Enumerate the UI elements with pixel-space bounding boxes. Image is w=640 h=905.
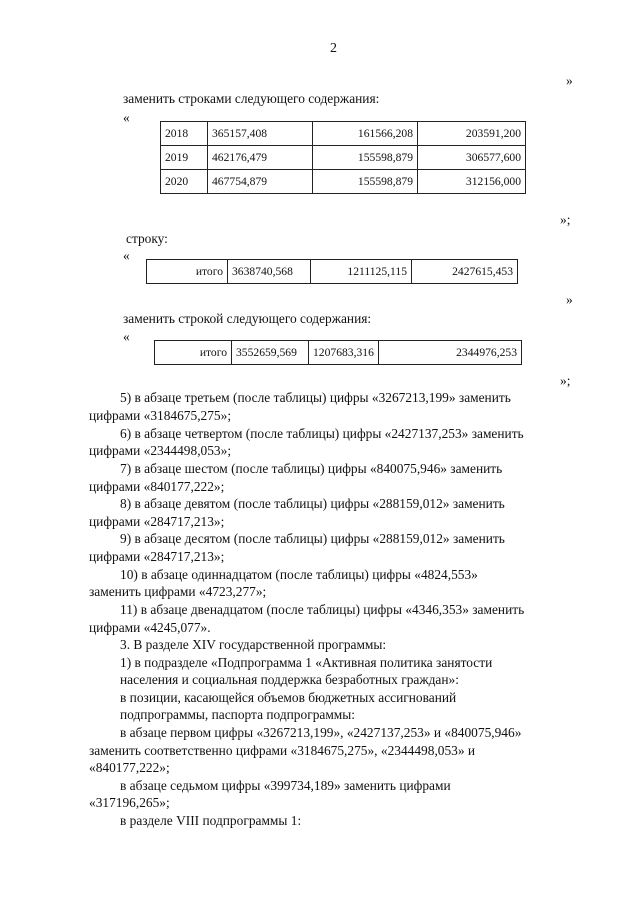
amendment-item-6-line2: цифрами «2344498,053»;: [89, 443, 232, 458]
amendment-item-7-line1: 7) в абзаце шестом (после таблицы) цифры «840075,946» заменить: [120, 461, 503, 476]
year-cell: 2020: [161, 170, 208, 194]
amendment-item-10-line1: 10) в абзаце одиннадцатом (после таблицы) цифры «4824,553»: [120, 567, 478, 582]
value-cell: 312156,000: [418, 170, 526, 194]
closing-quote: »;: [560, 373, 571, 388]
total-cell: 365157,408: [208, 122, 313, 146]
table-row: [147, 260, 518, 284]
section-viii-line: в разделе VIII подпрограммы 1:: [120, 813, 302, 828]
value-cell: 155598,879: [313, 170, 418, 194]
amendment-item-11-line2: цифрами «4245,077».: [89, 620, 211, 635]
amendment-item-7-line2: цифрами «840177,222»;: [89, 479, 225, 494]
first-paragraph-line3: «840177,222»;: [89, 760, 170, 775]
value-cell: 2427615,453: [412, 260, 518, 284]
amendment-item-11-line1: 11) в абзаце двенадцатом (после таблицы) цифры «4346,353» заменить: [120, 602, 525, 617]
table-row: [155, 341, 522, 365]
first-paragraph-line2: заменить соответственно цифрами «3184675,275», «2344498,053» и: [89, 743, 476, 758]
closing-quote: »;: [560, 212, 571, 227]
amendment-item-5-line1: 5) в абзаце третьем (после таблицы) цифры «3267213,199» заменить: [120, 390, 511, 405]
seventh-paragraph-line2: «317196,265»;: [89, 795, 170, 810]
position-line1: в позиции, касающейся объемов бюджетных ассигнований: [120, 690, 457, 705]
old-total-table: [146, 259, 518, 284]
value-cell: 203591,200: [418, 122, 526, 146]
table-row: [161, 170, 526, 194]
amendment-item-8-line2: цифрами «284717,213»;: [89, 514, 225, 529]
table-row: [161, 146, 526, 170]
page-number: 2: [330, 41, 337, 56]
total-cell: 467754,879: [208, 170, 313, 194]
replacement-rows-table: [160, 121, 526, 194]
seventh-paragraph-line1: в абзаце седьмом цифры «399734,189» заменить цифрами: [120, 778, 451, 793]
amendment-item-5-line2: цифрами «3184675,275»;: [89, 408, 232, 423]
position-line2: подпрограммы, паспорта подпрограммы:: [120, 707, 355, 722]
value-cell: 161566,208: [313, 122, 418, 146]
table-row: [161, 122, 526, 146]
value-cell: 1207683,316: [309, 341, 379, 365]
new-total-table: [154, 340, 522, 365]
value-cell: 1211125,115: [311, 260, 412, 284]
row-intro: строку:: [126, 231, 168, 246]
value-cell: 2344976,253: [378, 341, 521, 365]
section-heading: 3. В разделе XIV государственной программы:: [120, 637, 387, 652]
year-cell: 2018: [161, 122, 208, 146]
replace-rows-intro: заменить строками следующего содержания:: [123, 91, 380, 106]
opening-quote: «: [123, 248, 130, 263]
value-cell: 155598,879: [313, 146, 418, 170]
amendment-item-10-line2: заменить цифрами «4723,277»;: [89, 584, 267, 599]
total-cell: 462176,479: [208, 146, 313, 170]
total-label-cell: итого: [155, 341, 232, 365]
amendment-item-6-line1: 6) в абзаце четвертом (после таблицы) цифры «2427137,253» заменить: [120, 426, 524, 441]
opening-quote: «: [123, 329, 130, 344]
amendment-item-9-line1: 9) в абзаце десятом (после таблицы) цифры «288159,012» заменить: [120, 531, 505, 546]
closing-quote: »: [566, 73, 573, 88]
value-cell: 306577,600: [418, 146, 526, 170]
amendment-item-9-line2: цифрами «284717,213»;: [89, 549, 225, 564]
opening-quote: «: [123, 110, 130, 125]
first-paragraph-line1: в абзаце первом цифры «3267213,199», «2427137,253» и «840075,946»: [120, 725, 522, 740]
subsection-line1: 1) в подразделе «Подпрограмма 1 «Активная политика занятости: [120, 655, 493, 670]
total-cell: 3552659,569: [232, 341, 309, 365]
total-label-cell: итого: [147, 260, 228, 284]
subsection-line2: населения и социальная поддержка безработных граждан»:: [120, 672, 459, 687]
amendment-item-8-line1: 8) в абзаце девятом (после таблицы) цифры «288159,012» заменить: [120, 496, 505, 511]
replace-row-intro: заменить строкой следующего содержания:: [123, 311, 372, 326]
total-cell: 3638740,568: [228, 260, 311, 284]
closing-quote: »: [566, 292, 573, 307]
year-cell: 2019: [161, 146, 208, 170]
